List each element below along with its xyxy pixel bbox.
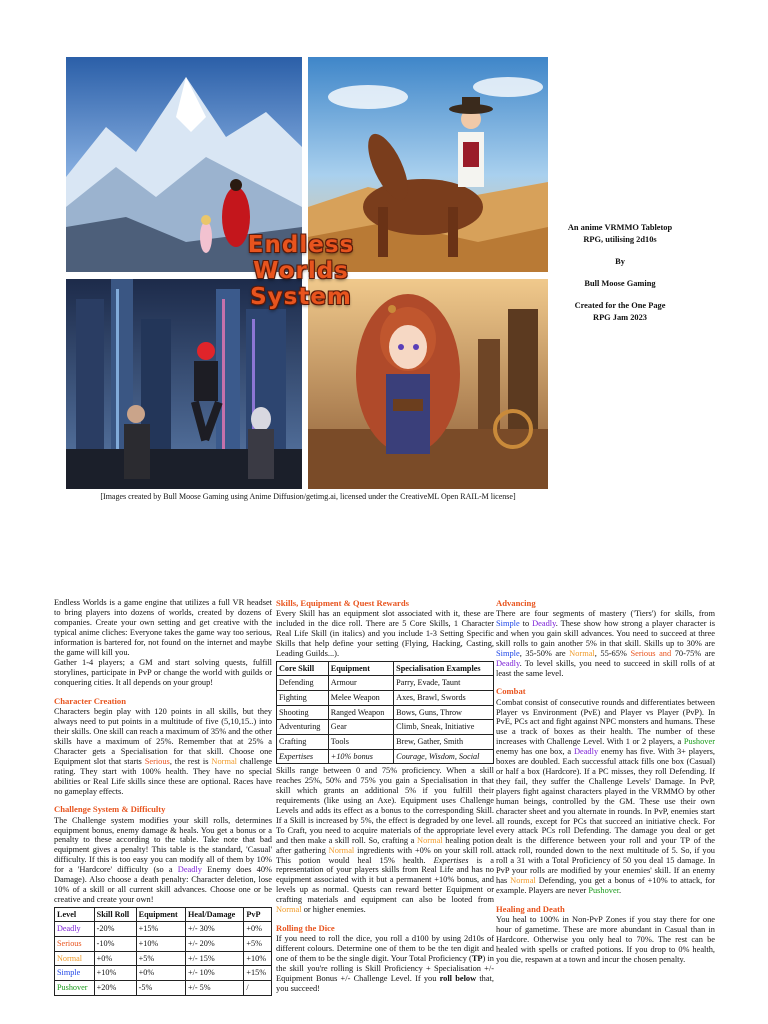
challenge-table <box>54 907 272 996</box>
table-cell: +10% <box>244 951 272 966</box>
table-cell: +0% <box>94 951 136 966</box>
heading-healing: Healing and Death <box>496 903 565 914</box>
table-header: Skill Roll <box>94 907 136 922</box>
table-cell: Defending <box>277 676 329 691</box>
table-row <box>55 937 272 952</box>
heading-skills: Skills, Equipment & Quest Rewards <box>276 598 409 608</box>
cover-art-city <box>66 279 302 489</box>
table-cell: Courage, Wisdom, Social <box>394 749 494 764</box>
skills-text: Every Skill has an equipment slot associated with it, these are included in the dice roll. There are 5 Core Skills, 1 Character Real Life Skill (in italics) and you include 1-3 Setting Specific Skills that help define your setting (Flying, Hacking, Casting, Leading Guilds...). <box>276 609 494 658</box>
title-block <box>566 222 674 334</box>
heading-combat: Combat <box>496 686 526 697</box>
table-cell: Parry, Evade, Taunt <box>394 676 494 691</box>
table-cell: / <box>244 981 272 996</box>
table-cell: Ranged Weapon <box>328 705 393 720</box>
table-cell: Simple <box>55 966 95 981</box>
table-cell: +10% <box>94 966 136 981</box>
table-row <box>277 749 494 764</box>
skills-table <box>276 661 494 765</box>
table-row <box>55 922 272 937</box>
table-cell: +15% <box>136 922 185 937</box>
table-cell: Pushover <box>55 981 95 996</box>
table-row <box>277 705 494 720</box>
table-cell: Armour <box>328 676 393 691</box>
table-cell: +10% <box>136 937 185 952</box>
tagline: An anime VRMMO Tabletop RPG, utilising 2d10s <box>567 223 673 244</box>
table-header-row <box>55 907 272 922</box>
table-cell: Climb, Sneak, Initiative <box>394 720 494 735</box>
table-cell: +0% <box>136 966 185 981</box>
table-header: PvP <box>244 907 272 922</box>
table-cell: Brew, Gather, Smith <box>394 735 494 750</box>
table-cell: Fighting <box>277 691 329 706</box>
table-header-row <box>277 661 494 676</box>
by-label: By <box>615 257 625 266</box>
table-cell: Melee Weapon <box>328 691 393 706</box>
table-cell: -5% <box>136 981 185 996</box>
table-cell: Gear <box>328 720 393 735</box>
table-header: Equipment <box>328 661 393 676</box>
table-cell: Serious <box>55 937 95 952</box>
author: Bull Moose Gaming <box>584 279 656 288</box>
table-cell: +15% <box>244 966 272 981</box>
image-caption: [Images created by Bull Moose Gaming using Anime Diffusion/getimg.ai, licensed under the CreativeML Open RAIL-M license] <box>100 492 516 501</box>
combat-text: Combat consist of consecutive rounds and differentiates between Player vs Environment (PvE) and Player vs Player (PvP). In PvE, PCs act and fight against NPC monsters and humans. These use a track of boxes as their health. The number of these increases with Challenge Level. With 1 or 2 players, a Pushover enemy has one box, a Deadly enemy has five. With 3+ players, boxes are doubled. Each successful attack fills one box (Casual) or half a box (Hardcore). If a PC misses, they roll Defending. If they fail, they suffer the Challenge Levels' Damage. In PvP, players fight against characters played in the VRMMO by other human beings, controlled by the GM. These use their own character sheet and you alternate in rounds. In PvP, enemies start all rounds, except for PCs that succeed an initiative check. For every attack PCs roll Defending. The damage you deal or get dealt is the difference between your roll and your TP of the attack roll, rounded down to the next multitude of 5. So, if you roll a 31 with a Total Proficiency of 50 you deal 15 damage. In PvP your rolls are modified by your enemies' skill. If an enemy has Normal Defending, you get a bonus of +10% to attack, for example. Players are never Pushover. <box>496 697 715 895</box>
table-cell: +/- 10% <box>185 966 243 981</box>
table-cell: Deadly <box>55 922 95 937</box>
table-cell: +5% <box>244 937 272 952</box>
challenge-system-text: The Challenge system modifies your skill rolls, determines equipment bonus, enemy damage & heals. You get a bonus or a penalty to these according to the table. Take note that bad equipment gives a penalty! This table is the standard, 'Casual' difficulty. If this is too easy you can modify all of them by 10% for a 'Hardcore' difficulty (so a Deadly Enemy does 40% Damage). Also choose a death penalty: Character deletion, lose 10% of a skill or all current skill advances. Choose one or be creative and create your own! <box>54 815 272 904</box>
column-3 <box>496 598 715 965</box>
table-row <box>55 966 272 981</box>
table-row <box>277 676 494 691</box>
character-creation-text: Characters begin play with 120 points in all skills, but they always need to put points in a multitude of five (5,10,15..) into their skills. One skill can reach a maximum of 35% and the other skills have a maximum of 25%. Remember that at 25% a Character gets a Specialisation for that skill. Choose one Equipment slot that starts Serious, the rest is Normal challenge rating. They start with 100% health. They have no special abilities or Real Life skills since these are optional. Races have no gameplay effects. <box>54 707 272 796</box>
column-2 <box>276 598 494 995</box>
heading-character-creation: Character Creation <box>54 696 126 707</box>
table-cell: Tools <box>328 735 393 750</box>
table-cell: -20% <box>94 922 136 937</box>
table-cell: Axes, Brawl, Swords <box>394 691 494 706</box>
intro-text-2: Gather 1-4 players; a GM and start solving quests, fulfill storylines, participate in PvP or change the world with guilds or conquering cities. It all depends on your group! <box>54 658 272 688</box>
table-cell: Crafting <box>277 735 329 750</box>
table-cell: Bows, Guns, Throw <box>394 705 494 720</box>
cover-art-steampunk-girl <box>308 279 548 489</box>
table-row <box>55 951 272 966</box>
table-cell: +10% bonus <box>328 749 393 764</box>
logo-line-2: Worlds <box>253 258 349 284</box>
game-logo <box>226 232 376 310</box>
table-cell: +/- 20% <box>185 937 243 952</box>
table-header: Core Skill <box>277 661 329 676</box>
healing-text: You heal to 100% in Non-PvP Zones if you stay there for one hour of gametime. These are more abundant in Casual than in Hardcore. Otherwise you only heal to 70%. The rest can be healed with spells or crafted potions. If you drop to 0% health, you die, respawn at a town and incur the chosen penalty. <box>496 914 715 964</box>
intro-text: Endless Worlds is a game engine that utilizes a full VR headset to bring players into dozens of worlds, created by dozens of companies. Create your own setting and get creative with the typical anime cliches: Everyone takes the game way too serious, information is bartered for, not found on the internet and maybe the game will kill you. <box>54 598 272 657</box>
skills-detail-text: Skills range between 0 and 75% proficiency. When a skill reaches 25%, 50% and 75% you gain a Specialisation in that skill which grants an additional 5% if you fulfill their requirements (like using an Axe). Equipment uses Challenge Levels and adds its effect as a bonus to the corresponding Skill. If a Skill is increased by 5%, the effect is degraded by one level. To Craft, you need to acquire materials of the appropriate level and then make a skill roll. So, crafting a Normal healing potion after gathering Normal ingredients with +0% on your skill roll. This potion would heal 15% health. Expertises is a representation of your players skills from Real Life and has no equipment associated with it but a permanent +10% bonus, and levels up as normal. Quests can reward better Equipment or crafting materials and equipment can also be looted from Normal or higher enemies. <box>276 766 494 915</box>
table-cell: Expertises <box>277 749 329 764</box>
jam-credit: Created for the One Page RPG Jam 2023 <box>574 301 666 322</box>
table-cell: Adventuring <box>277 720 329 735</box>
table-header: Equipment <box>136 907 185 922</box>
table-cell: Shooting <box>277 705 329 720</box>
heading-advancing: Advancing <box>496 598 536 608</box>
logo-line-3: System <box>250 284 352 310</box>
table-cell: +/- 15% <box>185 951 243 966</box>
logo-line-1: Endless <box>247 232 355 258</box>
table-row <box>277 720 494 735</box>
column-1 <box>54 598 272 998</box>
table-header: Specialisation Examples <box>394 661 494 676</box>
table-row <box>55 981 272 996</box>
table-row <box>277 735 494 750</box>
table-cell: +20% <box>94 981 136 996</box>
table-header: Heal/Damage <box>185 907 243 922</box>
heading-rolling-dice: Rolling the Dice <box>276 922 335 933</box>
table-cell: +0% <box>244 922 272 937</box>
rolling-dice-text: If you need to roll the dice, you roll a d100 by using 2d10s of different colours. Determine one of them to be the ten digit and one of them to be the single digit. Your Total Proficiency (TP) in the skill you're rolling is Skill Proficiency + Specialisation +/- Equipment Bonus +/- Challenge Level. If you roll below that, you succeed! <box>276 934 494 993</box>
table-cell: +/- 30% <box>185 922 243 937</box>
advancing-text: There are four segments of mastery ('Tiers') for skills, from Simple to Deadly. These show how strong a player character is and when you gain skill advances. You need to succeed at three skill rolls to gain another 5% in that skill. Skills up to 30% are Simple, 35-50% are Normal, 55-65% Serious and 70-75% are Deadly. To level skills, you need to succeed in skill rolls of at least the same level. <box>496 609 715 678</box>
heading-challenge-system: Challenge System & Difficulty <box>54 804 166 815</box>
table-cell: Normal <box>55 951 95 966</box>
table-cell: +5% <box>136 951 185 966</box>
table-header: Level <box>55 907 95 922</box>
table-row <box>277 691 494 706</box>
table-cell: +/- 5% <box>185 981 243 996</box>
table-cell: -10% <box>94 937 136 952</box>
